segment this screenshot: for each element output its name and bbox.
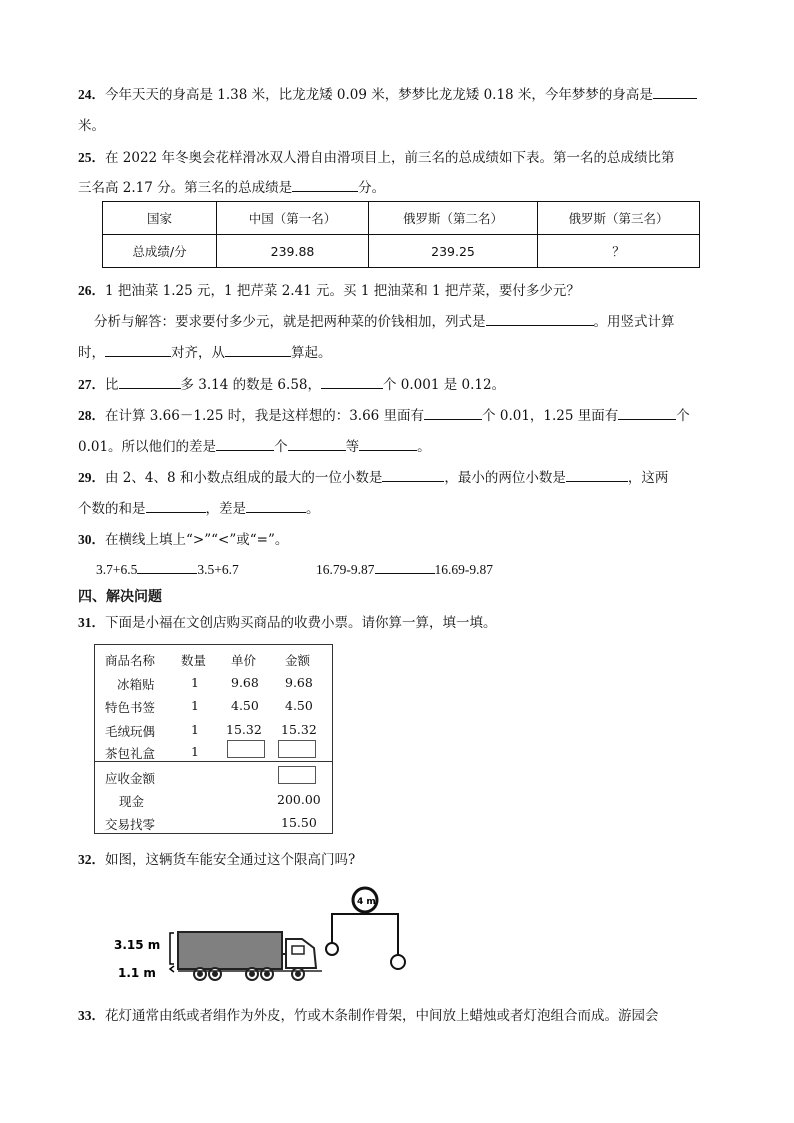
amount-answer-box[interactable] xyxy=(278,740,316,758)
q25-line2: 三名高 2.17 分。第三名的总成绩是 分。 xyxy=(78,180,386,196)
truck-height-label: 3.15 m xyxy=(114,938,161,952)
q31-line1: 31．下面是小福在文创店购买商品的收费小票。请你算一算，填一填。 xyxy=(78,615,497,631)
q29-line1: 29．由 2、4、8 和小数点组成的最大的一位小数是 ，最小的两位小数是 ，这两 xyxy=(78,470,669,486)
cab-window xyxy=(292,946,304,954)
q24-line1: 24．今年天天的身高是 1.38 米，比龙龙矮 0.09 米，梦梦比龙龙矮 0.18 米，今年梦梦的身高是 xyxy=(78,83,697,103)
wheel-icon xyxy=(194,968,304,980)
answer-blank[interactable] xyxy=(375,560,435,574)
q30-compare-1: 3.7+6.5 3.5+6.7 xyxy=(96,562,239,577)
answer-blank[interactable] xyxy=(246,499,306,513)
question-number: 31． xyxy=(78,615,105,630)
q33-line1: 33．花灯通常由纸或者绢作为外皮，竹或木条制作骨架，中间放上蜡烛或者灯泡组合而成。游园会 xyxy=(78,1008,659,1024)
answer-blank[interactable] xyxy=(359,437,417,451)
question-number: 30． xyxy=(78,532,105,547)
q30-compare-2: 16.79-9.87 16.69-9.87 xyxy=(316,562,493,577)
total-due-answer-box[interactable] xyxy=(278,766,316,784)
answer-blank[interactable] xyxy=(618,406,676,420)
section-title: 四、解决问题 xyxy=(78,589,162,605)
question-number: 28． xyxy=(78,408,105,423)
question-number: 29． xyxy=(78,470,105,485)
q26-line3: 时， 对齐，从 算起。 xyxy=(78,345,332,361)
receipt: 商品名称 数量 单价 金额 冰箱贴 1 9.68 9.68 特色书签 1 4.50 4.50 毛绒玩偶 1 15.32 15.32 茶包礼盒 1 应收金额 现金 200.00 交易找零 15.50 xyxy=(94,644,333,834)
question-number: 33． xyxy=(78,1008,105,1023)
q28-line1: 28．在计算 3.66－1.25 时，我是这样想的：3.66 里面有 个 0.01，1.25 里面有 个 xyxy=(78,408,690,424)
height-limit-sign-label: 4 m xyxy=(357,897,376,907)
answer-blank[interactable] xyxy=(321,375,383,389)
truck-height-gate-diagram xyxy=(112,884,422,988)
chassis-height-label: 1.1 m xyxy=(118,966,156,980)
q26-line1: 26．1 把油菜 1.25 元，1 把芹菜 2.41 元。买 1 把油菜和 1 把芹菜，要付多少元？ xyxy=(78,283,580,299)
q32-line1: 32．如图，这辆货车能安全通过这个限高门吗? xyxy=(78,852,356,868)
answer-blank[interactable] xyxy=(105,343,171,357)
q24-line2: 米。 xyxy=(78,118,105,134)
q27-line1: 27．比 多 3.14 的数是 6.58， 个 0.001 是 0.12。 xyxy=(78,377,506,393)
divider xyxy=(95,761,332,762)
chassis-bracket xyxy=(170,966,174,972)
unit-price-answer-box[interactable] xyxy=(227,740,265,758)
question-number: 24． xyxy=(78,87,105,102)
answer-blank[interactable] xyxy=(137,560,197,574)
answer-blank[interactable] xyxy=(486,312,594,326)
height-limit-gate xyxy=(326,912,405,969)
q30-line1: 30．在横线上填上“>”“<”或“=”。 xyxy=(78,532,289,548)
q28-line2: 0.01。所以他们的差是 个 等 。 xyxy=(78,439,431,455)
answer-blank[interactable] xyxy=(216,437,274,451)
unknown-score-cell: ？ xyxy=(538,235,700,268)
score-table xyxy=(102,201,700,268)
question-number: 26． xyxy=(78,283,105,298)
q26-line2: 分析与解答：要求要付多少元，就是把两种菜的价钱相加，列式是 。用竖式计算 xyxy=(94,314,675,330)
answer-blank[interactable] xyxy=(653,85,697,99)
height-bracket xyxy=(170,933,174,964)
answer-blank[interactable] xyxy=(424,406,482,420)
answer-blank[interactable] xyxy=(566,468,628,482)
answer-blank[interactable] xyxy=(382,468,444,482)
q29-line2: 个数的和是 ，差是 。 xyxy=(78,501,320,517)
table-row: 总成绩/分 239.88 239.25 ？ xyxy=(103,235,700,268)
answer-blank[interactable] xyxy=(225,343,291,357)
q25-line1: 25．在 2022 年冬奥会花样滑冰双人滑自由滑项目上，前三名的总成绩如下表。第一名的总成绩比第 xyxy=(78,150,675,166)
question-number: 27． xyxy=(78,377,105,392)
question-number: 32． xyxy=(78,852,105,867)
answer-blank[interactable] xyxy=(146,499,206,513)
answer-blank[interactable] xyxy=(119,375,181,389)
question-number: 25． xyxy=(78,150,105,165)
table-row: 国家 中国（第一名） 俄罗斯（第二名） 俄罗斯（第三名） xyxy=(103,202,700,235)
answer-blank[interactable] xyxy=(288,437,346,451)
truck-cargo-box xyxy=(178,932,282,969)
answer-blank[interactable] xyxy=(292,178,358,192)
